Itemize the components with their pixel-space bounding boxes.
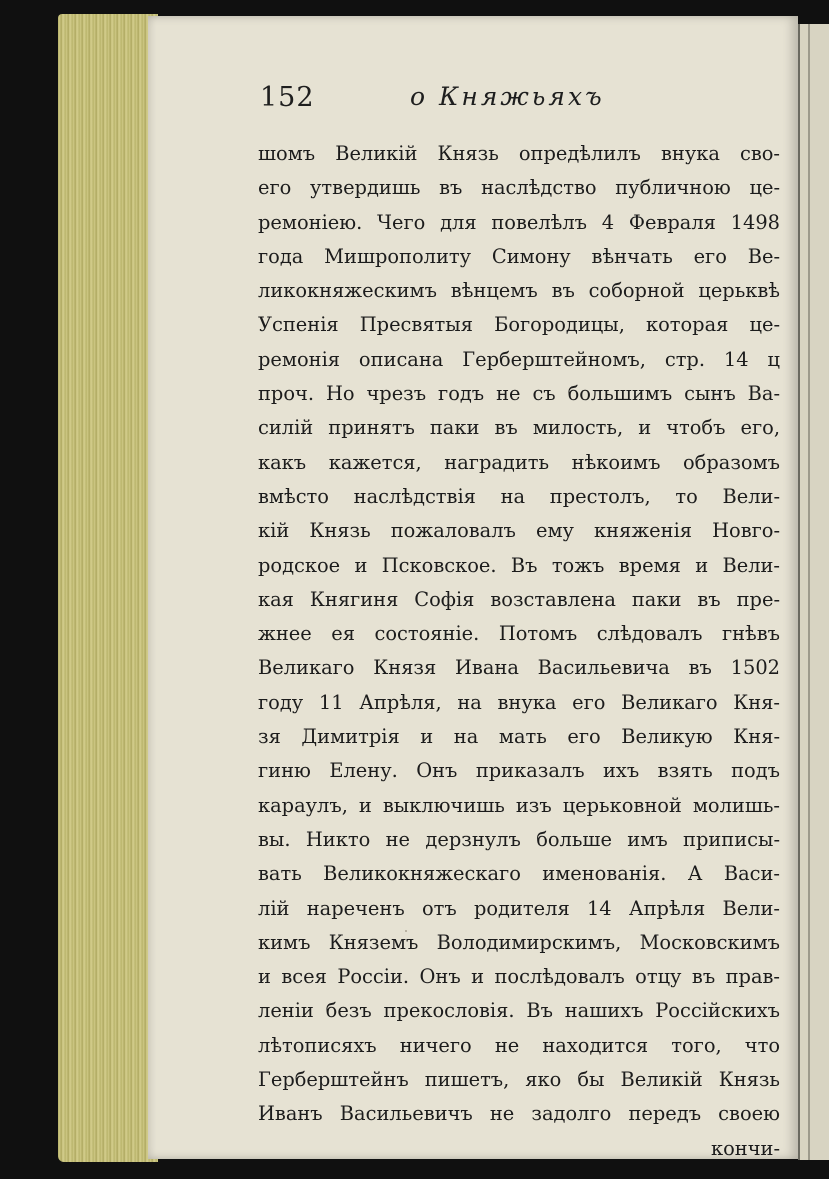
text-line: Герберштейнъ пишетъ, яко бы Великій Князь <box>258 1068 780 1092</box>
body-text <box>258 137 780 1166</box>
text-line: ликокняжескимъ вѣнцемъ въ соборной церьквѣ <box>258 279 780 303</box>
page-edges <box>58 14 158 1162</box>
text-line: кій Князь пожаловалъ ему княженія Новго- <box>258 519 780 543</box>
text-line: ремоніею. Чего для повелѣлъ 4 Февраля 1498 <box>258 210 780 234</box>
facing-page-edge <box>798 24 829 1160</box>
running-head: о Княжьяхъ <box>410 82 605 111</box>
text-line: зя Димитрія и на мать его Великую Кня- <box>258 725 780 749</box>
text-line: шомъ Великій Князь опредѣлилъ внука сво- <box>258 142 780 165</box>
text-line: Успенія Пресвятыя Богородицы, которая це- <box>258 313 780 337</box>
text-line: году 11 Апрѣля, на внука его Великаго Кня- <box>258 690 780 714</box>
text-line: леніи безъ прекословія. Въ нашихъ Россійскихъ <box>258 999 780 1023</box>
binding-shadow <box>808 24 810 1160</box>
page-header <box>260 80 780 120</box>
text-line: кимъ Княземъ Володимирскимъ, Московскимъ <box>258 930 780 954</box>
text-line: Иванъ Васильевичъ не задолго передъ своею <box>258 1102 780 1126</box>
text-line: его утвердишь въ наслѣдство публичною це- <box>258 176 780 200</box>
text-line: силій принятъ паки въ милость, и чтобъ его, <box>258 416 780 440</box>
text-line: вмѣсто наслѣдствія на престолъ, то Вели- <box>258 484 780 508</box>
page-number: 152 <box>260 82 315 113</box>
text-line: вы. Никто не дерзнулъ больше имъ приписы- <box>258 827 780 851</box>
text-line: жнее ея состояніе. Потомъ слѣдовалъ гнѣвъ <box>258 622 780 646</box>
catchword: кончи- <box>710 1136 780 1160</box>
text-line: года Мишрополиту Симону вѣнчать его Ве- <box>258 244 780 268</box>
text-line: лій нареченъ отъ родителя 14 Апрѣля Вели- <box>258 896 780 920</box>
text-line: проч. Но чрезъ годъ не съ большимъ сынъ Ва- <box>258 382 780 406</box>
text-line: вать Великокняжескаго именованія. А Васи- <box>258 862 780 886</box>
text-line: какъ кажется, наградить нѣкоимъ образомъ <box>258 450 780 474</box>
text-line: родское и Псковское. Въ тожъ время и Вели- <box>258 553 780 577</box>
text-line: Великаго Князя Ивана Васильевича въ 1502 <box>258 656 780 680</box>
text-line: караулъ, и выключишь изъ церьковной молишь- <box>258 793 780 817</box>
text-line: гиню Елену. Онъ приказалъ ихъ взять подъ <box>258 759 780 783</box>
text-line: ремонія описана Герберштейномъ, стр. 14 ц <box>258 347 780 371</box>
text-line: и всея Россіи. Онъ и послѣдовалъ отцу въ прав- <box>258 965 780 989</box>
text-line: лѣтописяхъ ничего не находится того, что <box>258 1033 780 1057</box>
text-line: кая Княгиня Софія возставлена паки въ пре- <box>258 587 780 611</box>
